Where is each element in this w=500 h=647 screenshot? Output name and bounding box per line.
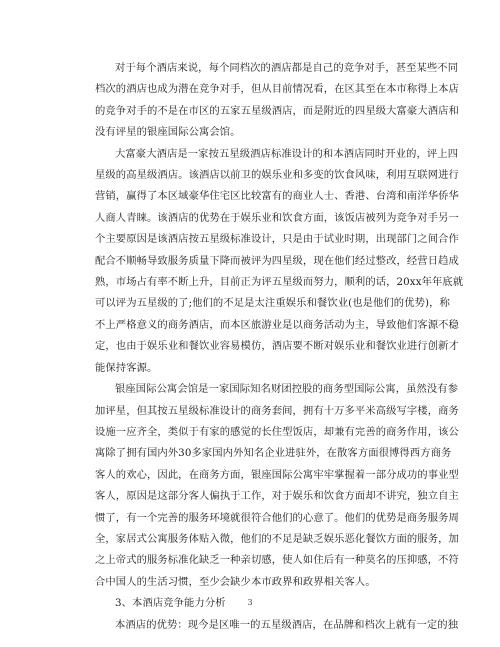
text-line: 没有评星的银座国际公寓会馆。	[95, 126, 241, 139]
text-line: 寓除了拥有国内外30多家国内外知名企业进驻外，在散客方面很博得西方商务	[95, 447, 452, 460]
text-line: 星级的高星级酒店。该酒店以前卫的娱乐业和多变的饮食风味，利用互联网进行	[95, 169, 459, 182]
text-line: 客人，原因是这部分客人偏执于工作，对于娱乐和饮食方面却不讲究，独立自主	[95, 490, 459, 503]
text-line: 惯了，有一个完善的服务环境就很符合他们的心意了。他们的优势是商务服务周	[95, 511, 459, 524]
text-line: 档次的酒店也成为潜在竞争对手，但从目前情况看，在区其至在本市称得上本店	[95, 83, 459, 96]
text-line: 营销，赢得了本区域豪华住宅区比较富有的商业人士、香港、台湾和南洋华侨华	[95, 190, 459, 203]
text-line: 可以评为五星级的了;他们的不足是太注重娱乐和餐饮业(也是他们的优势)，称	[95, 297, 450, 310]
page-number: 3	[247, 598, 253, 607]
text-line: 设施一应齐全，类似于有家的感觉的长住型饭店，却兼有完善的商务作用，该公	[95, 425, 459, 438]
text-line: 不上严格意义的商务酒店，而本区旅游业是以商务活动为主，导致他们客源不稳	[95, 318, 459, 331]
text-line: 人商人青睐。该酒店的优势在于娱乐业和饮食方面，该饭店被列为竞争对手另一	[95, 211, 459, 224]
document-body	[95, 58, 464, 636]
text-line: 对于每个酒店来说，每个同档次的酒店都是自己的竞争对手，甚至某些不同	[115, 62, 459, 74]
text-line: 定，也由于娱乐业和餐饮业容易模仿，酒店要不断对娱乐业和餐饮业进行创新才	[95, 340, 459, 353]
text-line: 配合不顺畅导致服务质量下降而被评为四星级，现在他们经过整改，经营日趋成	[95, 254, 459, 267]
text-line: 熟，市场占有率不断上升，目前正为评五星级而努力，顺利的话，20xx年年底就	[95, 276, 464, 289]
paragraph-hotel-advantages	[95, 615, 459, 636]
text-line: 能保持客源。	[95, 361, 158, 374]
paragraph-competitors-intro	[95, 58, 459, 144]
section-heading: 3、本酒店竞争能力分析	[115, 597, 226, 610]
text-line: 本酒店的优势：现今是区唯一的五星级酒店，在品牌和档次上就有一定的独	[115, 618, 459, 631]
text-line: 合中国人的生活习惯，至少会缺少本市政界和政界相关客人。	[95, 575, 376, 588]
text-line: 客人的欢心，因此，在商务方面，银座国际公寓牢牢掌握着一部分成功的事业型	[95, 468, 459, 481]
text-line: 的竞争对手的不是在市区的五家五星级酒店，而是附近的四星级大富豪大酒店和	[95, 104, 459, 117]
text-line: 个主要原因是该酒店按五星级标准设计，只是由于试业时期，出现部门之间合作	[95, 233, 459, 246]
paragraph-yinzuo-apartment	[95, 379, 459, 593]
text-line: 加评星，但其按五星级标准设计的商务套间，拥有十万多平米高级写字楼，商务	[95, 404, 459, 417]
text-line: 全，家居式公寓服务体贴入微，他们的不足是缺乏娱乐恶化餐饮方面的服务，加	[95, 532, 459, 545]
paragraph-dafuhao-hotel	[95, 144, 464, 379]
text-line: 之上帝式的服务标准化缺乏一种亲切感，使人如住后有一种莫名的压抑感，不符	[95, 554, 459, 567]
text-line: 银座国际公寓会馆是一家国际知名财团控股的商务型国际公寓，虽然没有参	[115, 383, 459, 396]
text-line: 大富豪大酒店是一家按五星级酒店标准设计的和本酒店同时开业的，评上四	[115, 147, 459, 160]
